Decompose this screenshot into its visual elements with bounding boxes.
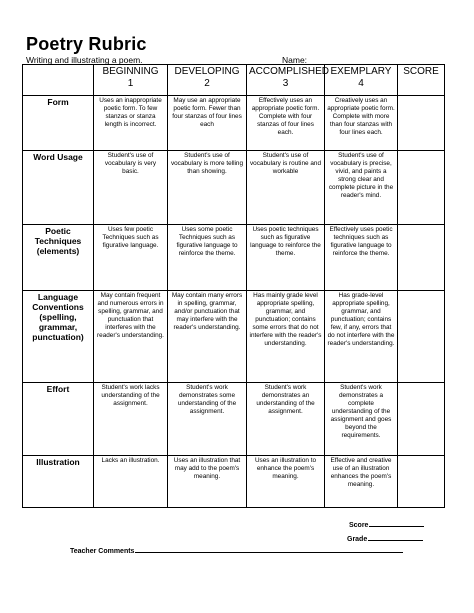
criterion-cell: Student's work demonstrates some understanding of the assignment. (168, 383, 247, 456)
header-level-number: 4 (358, 78, 364, 89)
criterion-cell: Uses an illustration that may add to the poem's meaning. (168, 456, 247, 508)
criterion-cell: Uses few poetic Techniques such as figurative language. (94, 225, 168, 291)
rubric-row-language-conventions (23, 291, 445, 383)
criterion-cell: Uses an illustration to enhance the poem's meaning. (247, 456, 325, 508)
teacher-comments-label: Teacher Comments (70, 548, 135, 555)
criterion-cell: Student's use of vocabulary is very basic. (94, 151, 168, 225)
header-level-number: 3 (282, 78, 289, 89)
criterion-cell: Effectively uses an appropriate poetic form. Complete with four stanzas of four lines each. (247, 96, 325, 151)
header-level-number: 2 (204, 78, 210, 89)
score-cell[interactable] (398, 383, 445, 456)
document-title: Poetry Rubric (26, 34, 147, 54)
score-cell[interactable] (398, 225, 445, 291)
header-label: BEGINNING (102, 66, 159, 77)
criterion-cell: Lacks an illustration. (94, 456, 168, 508)
criterion-cell: Has mainly grade level appropriate spelling, grammar, and punctuation; contains some errors that do not interfere with the reader's understanding. (247, 291, 325, 383)
grade-field[interactable] (347, 533, 423, 543)
teacher-comments-field[interactable] (70, 545, 403, 555)
rubric-row-illustration (23, 456, 445, 508)
header-label: ACCOMPLISHED (249, 66, 330, 77)
header-level-number: 1 (127, 78, 134, 89)
rubric-table (22, 64, 445, 508)
score-cell[interactable] (398, 96, 445, 151)
criterion-cell: May contain many errors in spelling, grammar, and/or punctuation that may interfere with the reader's understanding. (168, 291, 247, 383)
row-label: Illustration (23, 456, 94, 508)
criterion-cell: May contain frequent and numerous errors in spelling, grammar, and punctuation that interferes with the reader's understanding. (94, 291, 168, 383)
header-label: EXEMPLARY (330, 66, 392, 77)
header-score (398, 65, 445, 96)
rubric-row-poetic-techniques (23, 225, 445, 291)
row-label: Form (23, 96, 94, 151)
criterion-cell: Has grade-level appropriate spelling, grammar, and punctuation; contains few, if any, errors that do not interfere with the reader's understanding. (325, 291, 398, 383)
criterion-cell: May use an appropriate poetic form. Fewer than four stanzas of four lines each (168, 96, 247, 151)
header-corner (23, 65, 94, 96)
rubric-row-word-usage (23, 151, 445, 225)
criterion-cell: Student's work lacks understanding of the assignment. (94, 383, 168, 456)
criterion-cell: Uses an inappropriate poetic form. To few stanzas or stanza length is incorrect. (94, 96, 168, 151)
criterion-cell: Student's work demonstrates a complete understanding of the assignment and goes beyond the requirements. (325, 383, 398, 456)
header-accomplished (247, 65, 330, 96)
header-exemplary (325, 65, 398, 96)
document-subtitle: Writing and illustrating a poem. (26, 55, 143, 65)
score-cell[interactable] (398, 456, 445, 508)
criterion-cell: Creatively uses an appropriate poetic form. Complete with more than four stanzas with four lines each. (325, 96, 398, 151)
header-beginning (94, 65, 168, 96)
criterion-cell: Student's work demonstrates an understanding of the assignment. (247, 383, 325, 456)
score-cell[interactable] (398, 291, 445, 383)
criterion-cell: Student's use of vocabulary is more telling than showing. (168, 151, 247, 225)
grade-label: Grade (347, 536, 368, 543)
criterion-cell: Student's use of vocabulary is precise, vivid, and paints a strong clear and complete picture in the reader's mind. (325, 151, 398, 225)
rubric-row-form (23, 96, 445, 151)
criterion-cell: Effective and creative use of an illustration enhances the poem's meaning. (325, 456, 398, 508)
row-label: Effort (23, 383, 94, 456)
criterion-cell: Uses poetic techniques such as figurative language to reinforce the theme. (247, 225, 325, 291)
score-blank-line[interactable] (369, 519, 424, 527)
grade-blank-line[interactable] (368, 533, 423, 541)
score-label: Score (349, 522, 369, 529)
score-field[interactable] (349, 519, 424, 529)
header-label: DEVELOPING (174, 66, 240, 77)
teacher-comments-blank-line[interactable] (135, 545, 403, 553)
criterion-cell: Student's use of vocabulary is routine and workable (247, 151, 325, 225)
header-label: SCORE (403, 66, 439, 77)
row-label: Poetic Techniques (elements) (23, 225, 94, 291)
rubric-row-effort (23, 383, 445, 456)
score-cell[interactable] (398, 151, 445, 225)
header-row (23, 65, 445, 96)
criterion-cell: Uses some poetic Techniques such as figurative language to reinforce the theme. (168, 225, 247, 291)
row-label: Language Conventions (spelling, grammar, punctuation) (23, 291, 94, 383)
header-developing (168, 65, 247, 96)
criterion-cell: Effectively uses poetic techniques such as figurative language to reinforce the theme. (325, 225, 398, 291)
name-label-text: Name: (282, 55, 308, 65)
row-label: Word Usage (23, 151, 94, 225)
